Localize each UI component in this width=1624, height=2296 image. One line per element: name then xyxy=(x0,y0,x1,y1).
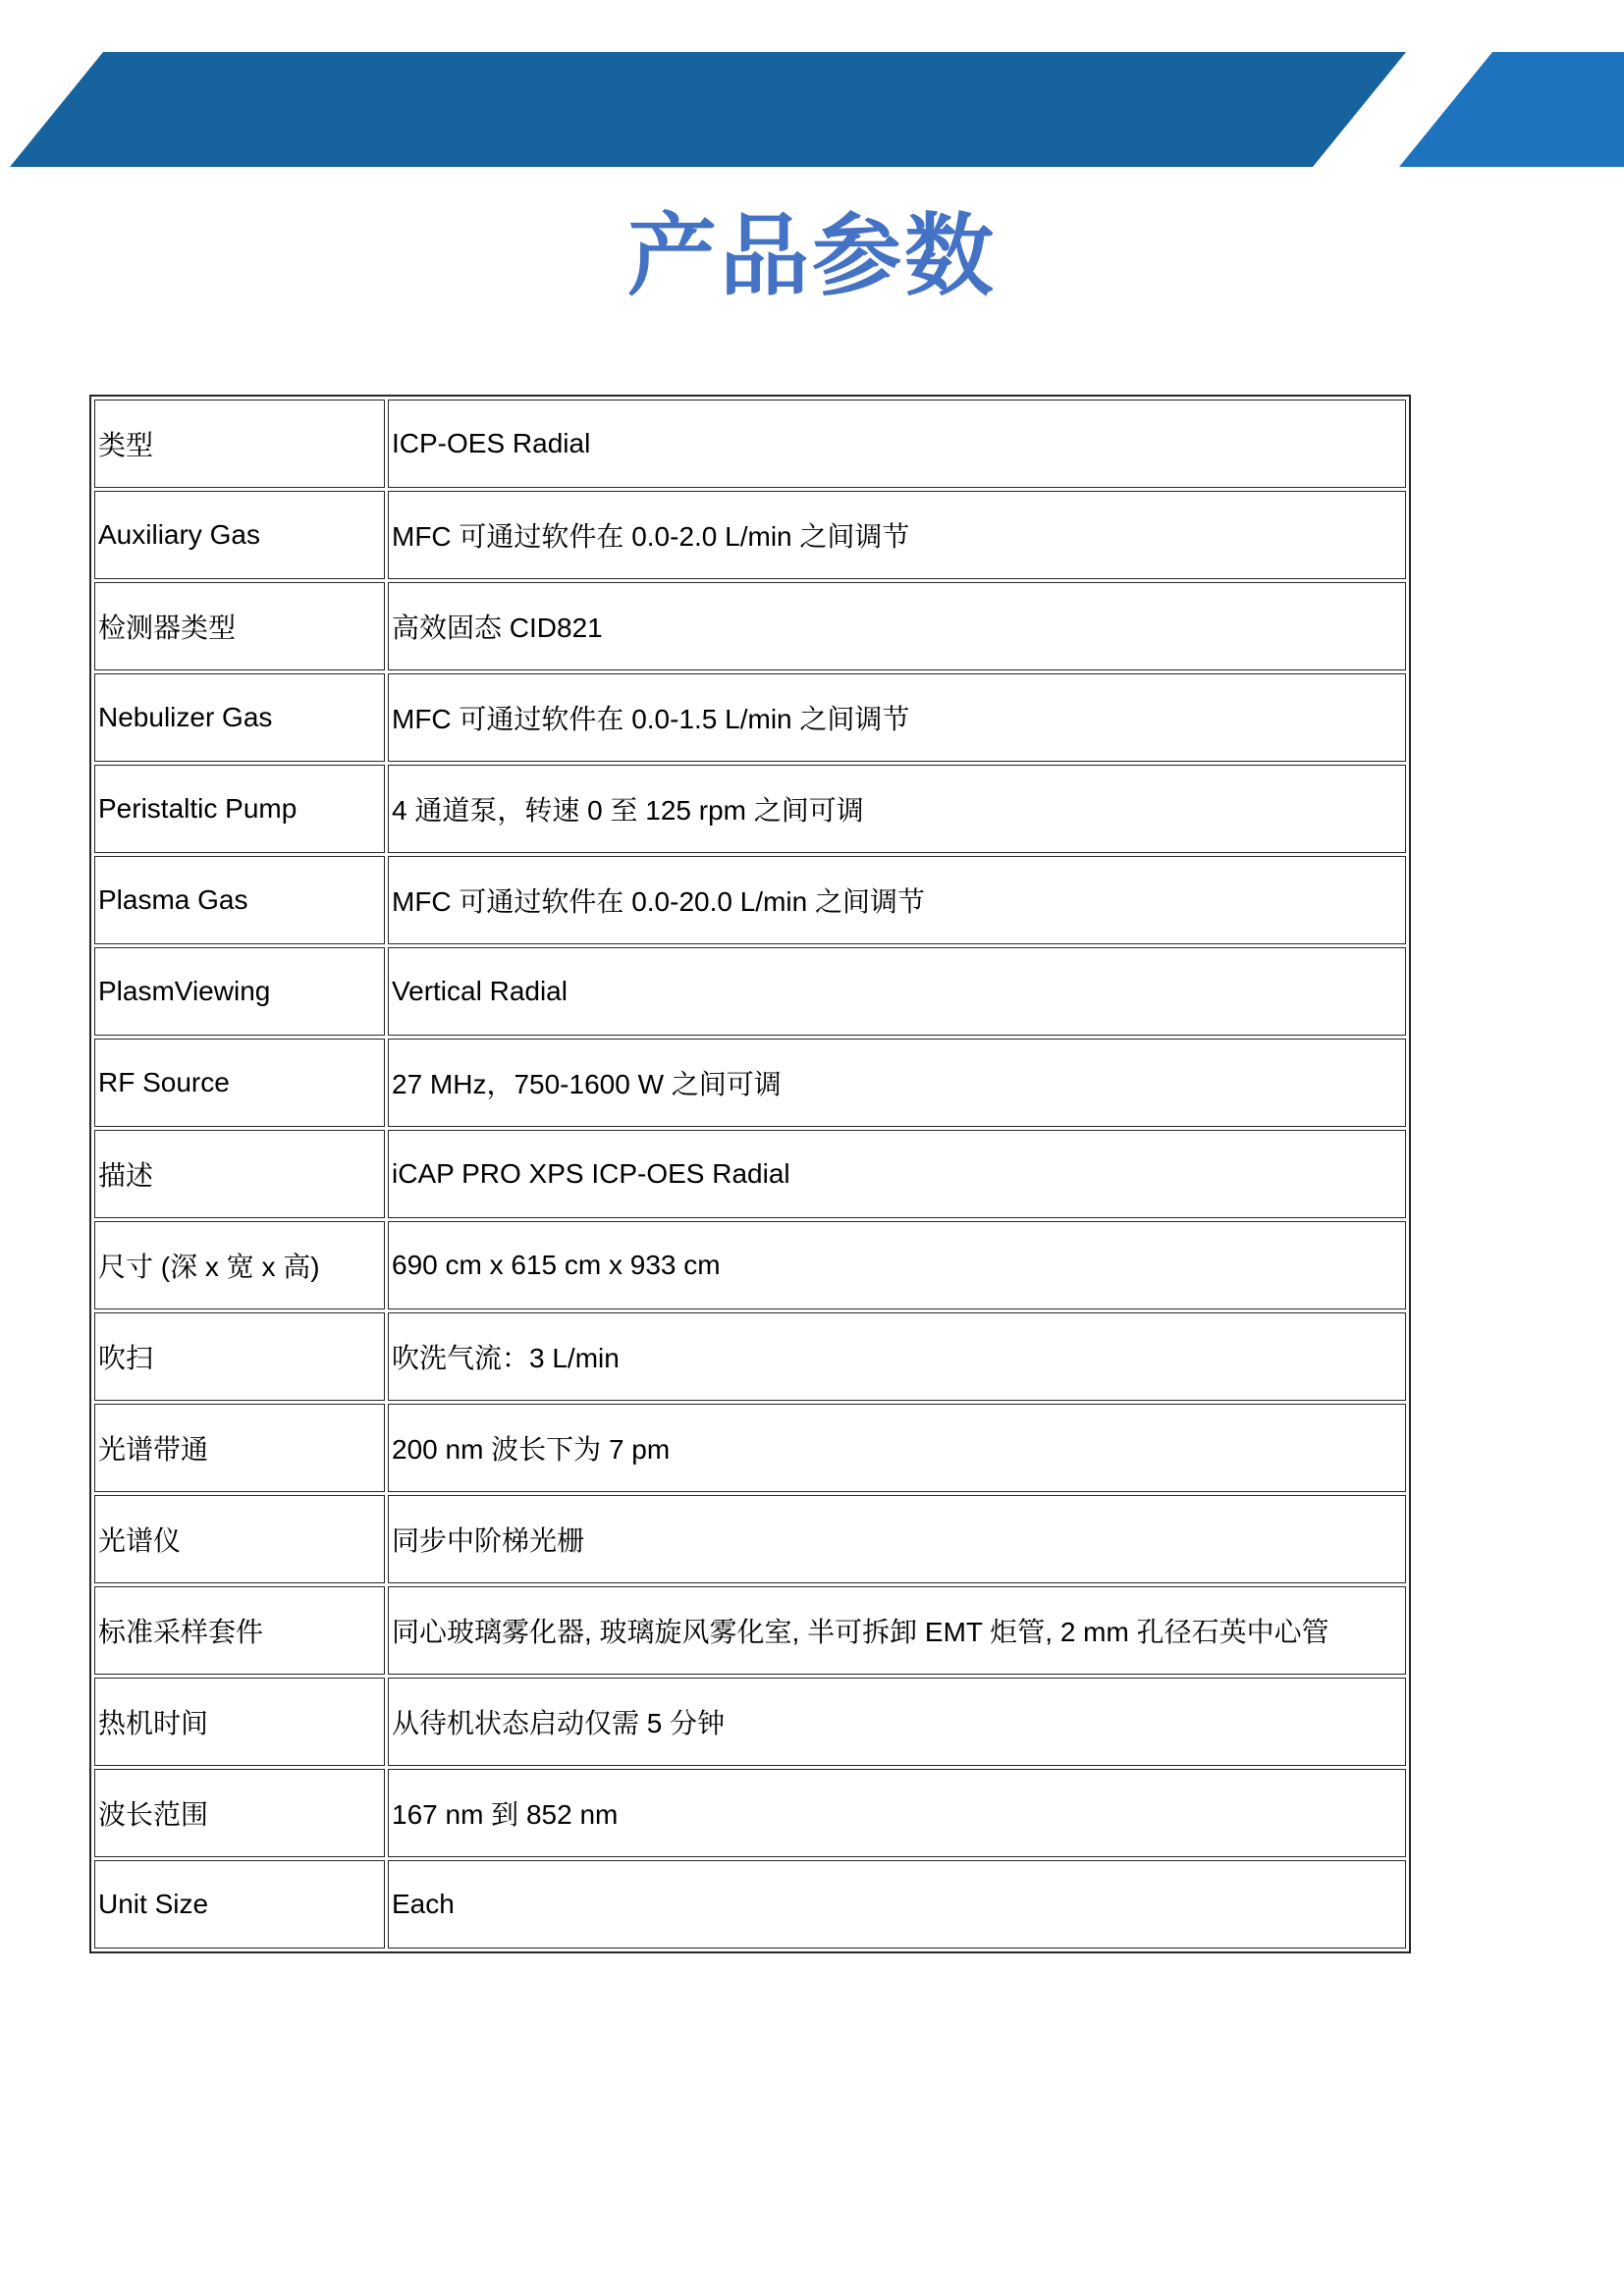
table-row xyxy=(94,673,1406,762)
spec-value: ICP-OES Radial xyxy=(388,400,1406,488)
spec-value: MFC 可通过软件在 0.0-1.5 L/min 之间调节 xyxy=(388,673,1406,762)
spec-table-body xyxy=(94,400,1406,1949)
spec-label: 吹扫 xyxy=(94,1312,385,1401)
table-row xyxy=(94,856,1406,944)
spec-label: Nebulizer Gas xyxy=(94,673,385,762)
spec-label: RF Source xyxy=(94,1039,385,1127)
spec-value: Each xyxy=(388,1860,1406,1949)
table-row xyxy=(94,765,1406,853)
spec-value: 从待机状态启动仅需 5 分钟 xyxy=(388,1678,1406,1766)
page-title: 产品参数 xyxy=(626,207,997,306)
spec-value: 高效固态 CID821 xyxy=(388,582,1406,670)
spec-label: 光谱仪 xyxy=(94,1495,385,1583)
spec-label: Plasma Gas xyxy=(94,856,385,944)
spec-value: 同心玻璃雾化器, 玻璃旋风雾化室, 半可拆卸 EMT 炬管, 2 mm 孔径石英中心管 xyxy=(388,1586,1406,1675)
spec-label: 标准采样套件 xyxy=(94,1586,385,1675)
table-row xyxy=(94,1495,1406,1583)
table-row xyxy=(94,1404,1406,1492)
table-row xyxy=(94,947,1406,1036)
spec-value: Vertical Radial xyxy=(388,947,1406,1036)
table-row xyxy=(94,1586,1406,1675)
table-row xyxy=(94,1769,1406,1857)
table-row xyxy=(94,582,1406,670)
spec-table xyxy=(91,397,1409,1951)
spec-value: 4 通道泵，转速 0 至 125 rpm 之间可调 xyxy=(388,765,1406,853)
spec-value: 27 MHz，750-1600 W 之间可调 xyxy=(388,1039,1406,1127)
spec-value: iCAP PRO XPS ICP-OES Radial xyxy=(388,1130,1406,1218)
spec-label: 类型 xyxy=(94,400,385,488)
spec-table-frame xyxy=(89,395,1411,1953)
spec-value: 167 nm 到 852 nm xyxy=(388,1769,1406,1857)
spec-label: 检测器类型 xyxy=(94,582,385,670)
spec-label: 波长范围 xyxy=(94,1769,385,1857)
banner-stripe-accent xyxy=(1399,52,1624,167)
spec-value: 690 cm x 615 cm x 933 cm xyxy=(388,1221,1406,1309)
spec-value: MFC 可通过软件在 0.0-2.0 L/min 之间调节 xyxy=(388,491,1406,579)
spec-label: 描述 xyxy=(94,1130,385,1218)
spec-label: 热机时间 xyxy=(94,1678,385,1766)
table-row xyxy=(94,400,1406,488)
spec-value: MFC 可通过软件在 0.0-20.0 L/min 之间调节 xyxy=(388,856,1406,944)
table-row xyxy=(94,1678,1406,1766)
spec-value: 200 nm 波长下为 7 pm xyxy=(388,1404,1406,1492)
table-row xyxy=(94,1312,1406,1401)
table-row xyxy=(94,1039,1406,1127)
table-row xyxy=(94,1860,1406,1949)
table-row xyxy=(94,1221,1406,1309)
banner-stripe-primary xyxy=(10,52,1406,167)
spec-label: Auxiliary Gas xyxy=(94,491,385,579)
table-row xyxy=(94,491,1406,579)
spec-label: 尺寸 (深 x 宽 x 高) xyxy=(94,1221,385,1309)
spec-value: 吹洗气流：3 L/min xyxy=(388,1312,1406,1401)
spec-label: 光谱带通 xyxy=(94,1404,385,1492)
spec-label: PlasmViewing xyxy=(94,947,385,1036)
spec-label: Unit Size xyxy=(94,1860,385,1949)
spec-label: Peristaltic Pump xyxy=(94,765,385,853)
spec-value: 同步中阶梯光栅 xyxy=(388,1495,1406,1583)
table-row xyxy=(94,1130,1406,1218)
header-banner xyxy=(0,0,1624,226)
